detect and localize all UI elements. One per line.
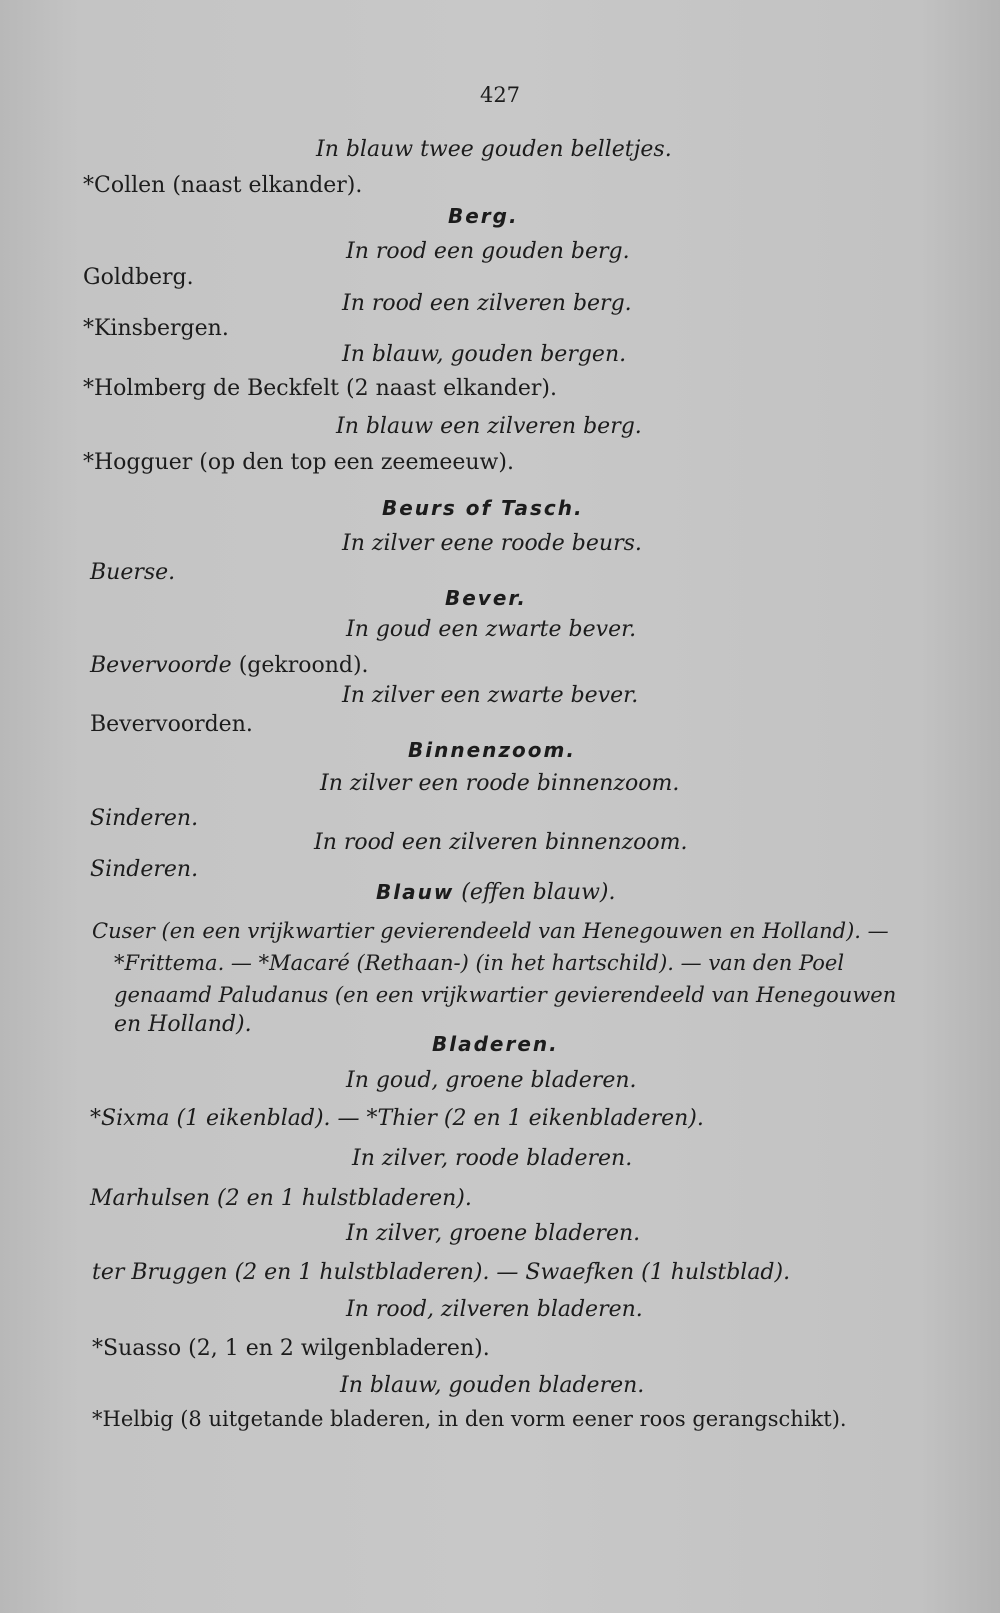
blazon-line: In rood een zilveren berg. xyxy=(342,291,632,316)
heading-note: (effen blauw). xyxy=(454,880,616,905)
blazon-line: In blauw, gouden bladeren. xyxy=(340,1373,645,1398)
blazon-line: In goud, groene bladeren. xyxy=(346,1068,637,1093)
blazon-line: In blauw twee gouden belletjes. xyxy=(316,137,672,162)
blazon-line: In rood een gouden berg. xyxy=(346,239,630,264)
blazon-line: In rood een zilveren binnenzoom. xyxy=(314,830,688,855)
family-name: Bevervoorde xyxy=(90,653,232,678)
family-entry: Sinderen. xyxy=(90,857,199,882)
blazon-line: In zilver eene roode beurs. xyxy=(342,531,642,556)
family-entry: Goldberg. xyxy=(83,265,194,290)
section-heading: Beurs of Tasch. xyxy=(382,496,584,520)
family-entry: *Holmberg de Beckfelt (2 naast elkander). xyxy=(83,376,557,401)
family-entry: *Frittema. — *Macaré (Rethaan-) (in het hartschild). — van den Poel xyxy=(114,951,845,975)
blazon-line: In zilver, groene bladeren. xyxy=(346,1221,641,1246)
blazon-line: In goud een zwarte bever. xyxy=(346,617,637,642)
blazon-line: In rood, zilveren bladeren. xyxy=(346,1297,643,1322)
family-entry: *Suasso (2, 1 en 2 wilgenbladeren). xyxy=(92,1336,490,1361)
family-entry: *Kinsbergen. xyxy=(83,316,229,341)
section-heading: Bladeren. xyxy=(432,1032,559,1056)
section-heading: Bever. xyxy=(445,586,528,610)
family-entry: Buerse. xyxy=(90,560,176,585)
family-entry: Marhulsen (2 en 1 hulstbladeren). xyxy=(90,1186,472,1211)
heading-word: Blauw xyxy=(376,880,455,904)
section-heading: Binnenzoom. xyxy=(408,738,576,762)
family-entry: ter Bruggen (2 en 1 hulstbladeren). — Swaefken (1 hulstblad). xyxy=(92,1260,791,1285)
family-entry: Cuser (en een vrijkwartier gevierendeeld van Henegouwen en Holland). — xyxy=(92,919,889,943)
blazon-line: In zilver een roode binnenzoom. xyxy=(320,771,680,796)
blazon-line: In zilver, roode bladeren. xyxy=(352,1146,633,1171)
blazon-line: In blauw een zilveren berg. xyxy=(336,414,642,439)
family-entry: Bevervoorden. xyxy=(90,712,253,737)
family-entry: *Hogguer (op den top een zeemeeuw). xyxy=(83,450,514,475)
family-entry: *Collen (naast elkander). xyxy=(83,173,363,198)
page-number: 427 xyxy=(479,83,521,107)
family-note: (gekroond). xyxy=(231,653,369,678)
section-heading xyxy=(376,879,616,906)
family-entry: Sinderen. xyxy=(90,806,199,831)
blazon-line: In zilver een zwarte bever. xyxy=(342,683,639,708)
family-entry: *Sixma (1 eikenblad). — *Thier (2 en 1 eikenbladeren). xyxy=(90,1106,704,1131)
section-heading: Berg. xyxy=(448,204,519,228)
family-entry: *Helbig (8 uitgetande bladeren, in den vorm eener roos gerangschikt). xyxy=(92,1407,847,1431)
family-entry: en Holland). xyxy=(114,1012,252,1037)
blazon-line: In blauw, gouden bergen. xyxy=(342,342,627,367)
family-entry xyxy=(90,653,369,679)
family-entry: genaamd Paludanus (en een vrijkwartier gevierendeeld van Henegouwen xyxy=(114,983,897,1007)
